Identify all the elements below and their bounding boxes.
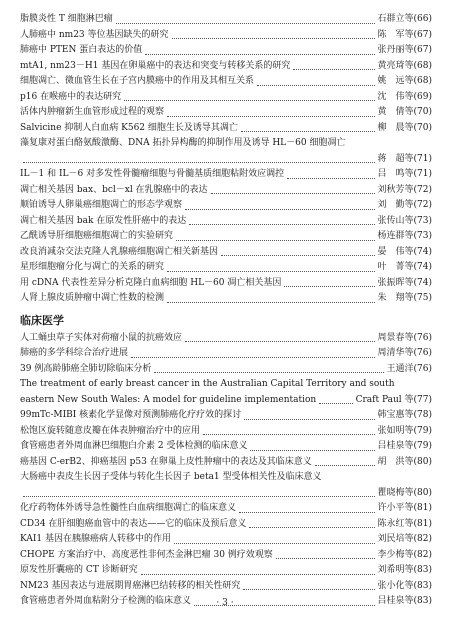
- entry-author-page: 刘 勤等(72): [377, 200, 432, 210]
- entry-author-page: 张小化等(83): [377, 580, 432, 591]
- entry-title: 39 例高龄肺癌全肺切除临床分析: [20, 363, 152, 374]
- entry-author-page: 刘希明等(83): [377, 565, 432, 575]
- toc-entry: [20, 12, 432, 28]
- toc-entry: [20, 245, 432, 261]
- entry-author-page: 吕桂泉等(79): [377, 441, 432, 451]
- dot-leader: [154, 371, 383, 373]
- entry-author-page: 石群立等(66): [377, 14, 432, 24]
- dot-leader: [189, 223, 374, 225]
- entry-title: CD34 在肝细胞癌血管中的表达——它的临床及预后意义: [20, 518, 247, 529]
- dot-leader: [241, 130, 375, 132]
- toc-entry: [20, 563, 432, 579]
- entry-author-page: 张振晖等(74): [377, 277, 432, 288]
- entry-title: 食管癌患者外周血粘附分子检测的临床意义: [20, 596, 192, 606]
- entry-title: 肺癌中 PTEN 蛋白表达的价值: [20, 45, 143, 55]
- entry-author-page: 韩宝惠等(78): [377, 410, 432, 420]
- dot-leader: [124, 99, 374, 101]
- entry-title-line: The treatment of early breast cancer in the Australian Capital Territory and south: [20, 379, 395, 389]
- entry-title: IL－1 和 IL－6 对多发性骨髓瘤细胞与骨髓基质细胞粘附效应调控: [20, 169, 285, 179]
- toc-entry: [20, 183, 432, 199]
- dot-leader: [23, 495, 375, 497]
- entry-author-page: 李少梅等(82): [377, 549, 432, 560]
- entry-author-page: 姚 远等(68): [377, 76, 432, 86]
- toc-entry: [20, 43, 432, 59]
- dot-leader: [287, 177, 374, 179]
- dot-leader: [167, 270, 375, 272]
- toc-entry: [20, 408, 432, 424]
- entry-title: 顺铂诱导人卵巢癌细胞凋亡的形态学观察: [20, 200, 183, 210]
- toc-entry: [20, 198, 432, 214]
- dot-leader: [319, 402, 352, 404]
- toc-entry: [20, 548, 432, 564]
- entry-author-page: 朱 翔等(75): [377, 293, 432, 303]
- toc-entry: [20, 74, 432, 90]
- dot-leader: [176, 239, 375, 241]
- entry-author-page: 柳 晨等(70): [377, 122, 432, 133]
- entry-author-page: 陈 军等(67): [377, 29, 432, 40]
- dot-leader: [250, 449, 374, 451]
- dot-leader: [221, 254, 375, 256]
- entry-title: 细胞凋亡、微血管生长在子宫内膜癌中的作用及其相互关系: [20, 76, 255, 86]
- entry-author-page: 吕 鸣等(71): [377, 169, 432, 179]
- entry-author-page: 胡 洪等(80): [377, 456, 432, 467]
- entry-title-line: 大肠癌中表皮生长因子受体与转化生长因子 beta1 型受体相关性及临床意义: [20, 472, 322, 482]
- dot-leader: [276, 557, 375, 559]
- entry-author-page: 蒋 超等(71): [377, 153, 432, 164]
- entry-author-page: 张丹丽等(67): [377, 45, 432, 55]
- dot-leader: [185, 208, 375, 210]
- toc-entry: [20, 362, 432, 378]
- entry-author-page: 瞿晓梅等(80): [377, 487, 432, 498]
- entry-author-page: 叶 菁等(74): [377, 262, 432, 272]
- dot-leader: [315, 464, 375, 466]
- dot-leader: [145, 53, 374, 55]
- entry-title: 原发性肝囊癌的 CT 诊断研究: [20, 565, 138, 575]
- entry-author-page: 晏 伟等(74): [377, 246, 432, 257]
- toc-entry-continuation: [20, 393, 432, 409]
- entry-author-page: 杨连群等(73): [377, 231, 432, 241]
- toc-entry: [20, 291, 432, 307]
- toc-list: [20, 12, 432, 610]
- entry-title: mtA1, nm23－H1 基因在卵巢癌中的表达和突变与转移关系的研究: [20, 60, 291, 71]
- entry-title-line: eastern New South Wales: A model for guideline implementation: [20, 394, 317, 405]
- entry-title: CHOPE 方案治疗中、高度恶性非何杰金淋巴瘤 30 例疗效观察: [20, 549, 273, 560]
- entry-title: 食管癌患者外周血淋巴细胞白介素 2 受体检测的临床意义: [20, 441, 248, 451]
- entry-title: 肺癌的多学科综合治疗进展: [20, 348, 129, 358]
- toc-entry: [20, 501, 432, 517]
- entry-title: 人肾上腺皮质肿瘤中凋亡性数的检测: [20, 293, 165, 303]
- dot-leader: [239, 511, 375, 513]
- toc-entry: [20, 105, 432, 121]
- dot-leader: [167, 301, 375, 303]
- entry-author-page: 张如明等(79): [377, 425, 432, 436]
- toc-entry-continuation: [20, 152, 432, 168]
- toc-entry: [20, 579, 432, 595]
- dot-leader: [174, 542, 375, 544]
- dot-leader: [257, 84, 375, 86]
- page-number: · 3 ·: [216, 598, 234, 608]
- entry-title: 凋亡相关基因 bax、bcl－xl 在乳腺癌中的表达: [20, 184, 208, 195]
- toc-entry: [20, 331, 432, 347]
- entry-author-page: 吕桂泉等(83): [377, 596, 432, 606]
- entry-author-page: Craft Paul 等(77): [355, 394, 432, 405]
- toc-entry: [20, 90, 432, 106]
- entry-title-line: 藻复康对蛋白酪氨酸激酶、DNA 拓扑异构酶的抑制作用及诱导 HL－60 细胞凋亡: [20, 138, 346, 148]
- entry-title: 活体内肿瘤新生血管形成过程的观察: [20, 107, 165, 117]
- dot-leader: [116, 22, 375, 24]
- toc-entry: [20, 121, 432, 137]
- toc-entry: [20, 455, 432, 471]
- entry-author-page: 周景春等(76): [377, 332, 432, 343]
- entry-title: 改良消减杂交法克隆人乳腺癌细胞凋亡相关新基因: [20, 246, 219, 257]
- toc-entry: [20, 439, 432, 455]
- entry-author-page: 陈永红等(81): [377, 518, 432, 529]
- dot-leader: [284, 285, 374, 287]
- dot-leader: [141, 573, 375, 575]
- dot-leader: [131, 356, 375, 358]
- entry-title: 99mTc-MIBI 核素化学显像对预测肺癌化疗疗效的探讨: [20, 410, 242, 420]
- entry-title: 星形细胞瘤分化与凋亡的关系的研究: [20, 262, 165, 272]
- toc-entry: [20, 260, 432, 276]
- toc-entry: [20, 276, 432, 292]
- entry-author-page: 黄亮琦等(68): [377, 60, 432, 71]
- toc-entry: [20, 229, 432, 245]
- toc-entry: [20, 346, 432, 362]
- entry-title: 人工蛹虫草子实体对荷瘤小鼠的抗癌效应: [20, 332, 183, 343]
- toc-entry-continuation: [20, 486, 432, 502]
- toc-entry: [20, 214, 432, 230]
- entry-title: Salvicine 抑制人白血病 K562 细胞生长及诱导其凋亡: [20, 122, 238, 133]
- toc-entry: [20, 28, 432, 44]
- section-heading: 临床医学: [20, 313, 64, 327]
- toc-entry: [20, 424, 432, 440]
- dot-leader: [23, 161, 375, 163]
- entry-author-page: 王通洋(76): [386, 363, 432, 374]
- dot-leader: [185, 340, 375, 342]
- entry-author-page: 刘民培等(82): [377, 534, 432, 544]
- entry-author-page: 许小平等(81): [377, 503, 432, 513]
- entry-author-page: 黄 倩等(70): [377, 107, 432, 117]
- toc-entry: [20, 167, 432, 183]
- entry-author-page: 张传山等(73): [377, 215, 432, 226]
- entry-title: 乙酰诱导肝细胞癌细胞凋亡的实验研究: [20, 231, 174, 241]
- entry-author-page: 沈 伟等(69): [377, 91, 432, 102]
- dot-leader: [211, 192, 375, 194]
- entry-title: 人肺癌中 nm23 等位基因缺失的研究: [20, 29, 169, 40]
- dot-leader: [243, 588, 374, 590]
- entry-title: NM23 基因表达与进展期胃癌淋巴结转移的相关性研究: [20, 580, 241, 591]
- entry-title: 化疗药物体外诱导急性髓性白血病细胞凋亡的临床意义: [20, 503, 237, 513]
- dot-leader: [249, 526, 374, 528]
- entry-title: p16 在喉癌中的表达研究: [20, 91, 122, 102]
- toc-entry: [20, 517, 432, 533]
- entry-title: 用 cDNA 代表性差异分析克隆白血病细胞 HL－60 凋亡相关基因: [20, 277, 282, 288]
- dot-leader: [203, 433, 375, 435]
- dot-leader: [167, 115, 375, 117]
- entry-title: 松饱区旋转随意皮瓣在体表肿瘤治疗中的应用: [20, 425, 201, 436]
- dot-leader: [244, 418, 374, 420]
- entry-author-page: 周清华等(76): [377, 348, 432, 358]
- entry-author-page: 刘秋芳等(72): [377, 184, 432, 195]
- dot-leader: [293, 68, 374, 70]
- dot-leader: [172, 37, 375, 39]
- toc-entry: [20, 59, 432, 75]
- entry-title: 凋亡相关基因 bak 在原发性肝癌中的表达: [20, 215, 187, 226]
- toc-entry: [20, 532, 432, 548]
- entry-title: 脂膜炎性 T 细胞淋巴瘤: [20, 14, 113, 24]
- entry-title: KAI1 基因在胰腺癌病人转移中的作用: [20, 534, 172, 544]
- entry-title: 癌基因 C-erB2、抑癌基因 p53 在卵巢上皮性肿瘤中的表达及其临床意义: [20, 456, 312, 467]
